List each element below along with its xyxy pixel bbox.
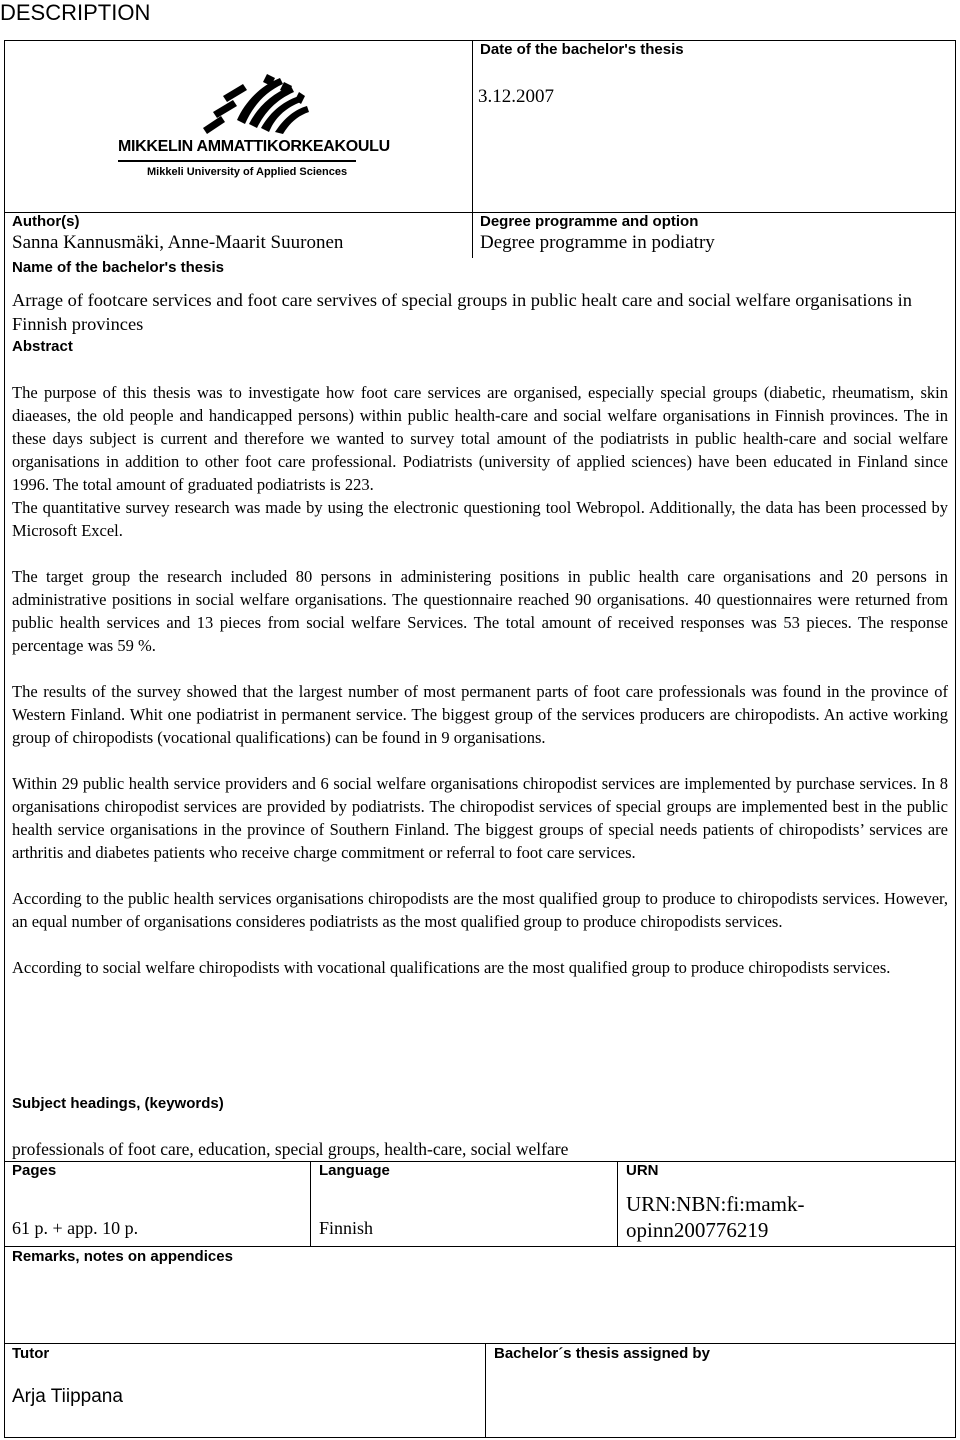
date-value: 3.12.2007 (478, 86, 554, 107)
author-value: Sanna Kannusmäki, Anne-Maarit Suuronen (12, 232, 344, 253)
pages-value: 61 p. + app. 10 p. (12, 1218, 139, 1238)
frame-bottom-border (4, 1437, 956, 1438)
logo-emblem (115, 72, 365, 134)
assigned-label: Bachelor´s thesis assigned by (494, 1345, 710, 1362)
thesis-name-label: Name of the bachelor's thesis (12, 259, 224, 276)
meta-bottom-rule (4, 1246, 956, 1247)
abstract-paragraph: Within 29 public health service providers and 6 social welfare organisations chiropodist services are implemented by purchase services. In 8 organisations chiropodist services are provided by podiatrists. The chiropodist services of special groups are implemented best in the public health service organisations in the province of Southern Finland. The biggest groups of special needs patients of chiropodists’ services are arthritis and diabetes patients who receive charge commitment or referral to foot care services. (12, 774, 948, 862)
abstract-label: Abstract (12, 338, 73, 355)
remarks-label: Remarks, notes on appendices (12, 1248, 233, 1265)
urn-line-2: opinn200776219 (626, 1218, 769, 1242)
degree-value: Degree programme in podiatry (480, 232, 715, 253)
language-label: Language (319, 1162, 390, 1179)
tutor-value: Arja Tiippana (12, 1386, 123, 1407)
tutor-divider (485, 1343, 486, 1438)
page-heading: DESCRIPTION (0, 0, 151, 25)
keywords-label: Subject headings, (keywords) (12, 1095, 224, 1112)
tutor-label: Tutor (12, 1345, 50, 1362)
remarks-bottom-rule (4, 1343, 956, 1344)
keywords-bottom-rule (4, 1161, 956, 1162)
university-logo (115, 72, 390, 184)
urn-line-1: URN:NBN:fi:mamk- (626, 1192, 805, 1216)
urn-value (626, 1191, 805, 1243)
logo-underline (118, 160, 356, 162)
abstract-paragraph: The quantitative survey research was made by using the electronic questioning tool Webropol. Additionally, the data has been processed by Microsoft Excel. (12, 498, 948, 540)
author-degree-divider (472, 212, 473, 258)
pages-label: Pages (12, 1162, 57, 1179)
abstract-paragraph: The target group the research included 80 persons in administering positions in public health care organisations and 20 persons in administrative positions in social welfare organisations. The questionnaire reached 90 organisations. 40 questionnaires were returned from public health services and 13 pieces from social welfare Services. The total amount of received responses was 53 pieces. The response percentage was 59 %. (12, 567, 948, 655)
abstract-paragraph: According to social welfare chiropodists with vocational qualifications are the most qualified group to produce chiropodists services. (12, 958, 891, 977)
urn-label: URN (626, 1162, 659, 1179)
abstract-body (12, 381, 948, 979)
language-urn-divider (617, 1161, 618, 1246)
frame-left-border (4, 40, 5, 1438)
language-value: Finnish (319, 1218, 374, 1238)
abstract-paragraph: According to the public health services organisations chiropodists are the most qualified group to produce to chiropodists services. However, an equal number of organisations consideres podiatrists as the most qualified group to produce chiropodists services. (12, 889, 948, 931)
keywords-value: professionals of foot care, education, special groups, health-care, social welfare (12, 1139, 569, 1159)
author-label: Author(s) (12, 213, 80, 230)
thesis-name-value: Arrage of footcare services and foot care servives of special groups in public healt care and social welfare organisations in Finnish provinces (12, 290, 912, 334)
frame-right-border (955, 40, 956, 1438)
abstract-paragraph: The results of the survey showed that the largest number of most permanent parts of foot care professionals was found in the province of Western Finland. Whit one podiatrist in permanent service. The biggest group of the services producers are chiropodists. An active working group of chiropodists (vocational qualifications) can be found in 9 organisations. (12, 682, 948, 747)
logo-name: MIKKELIN AMMATTIKORKEAKOULU (118, 138, 390, 155)
abstract-paragraph: The purpose of this thesis was to investigate how foot care services are organised, especially special groups (diabetic, rheumatism, skin diaeases, the old people and handicapped persons) within public health-care and social welfare organisations in Finnish provinces. The in these days subject is current and therefore we wanted to survey total amount of the podiatrists in public health-care and social welfare organisations in addition to other foot care professional. Podiatrists (university of applied sciences) have been educated in Finland since 1996. The total amount of graduated podiatrists is 223. (12, 383, 948, 494)
logo-subtitle: Mikkeli University of Applied Sciences (147, 166, 348, 178)
pages-language-divider (310, 1161, 311, 1246)
degree-label: Degree programme and option (480, 213, 699, 230)
header-divider (472, 40, 473, 212)
date-label: Date of the bachelor's thesis (480, 41, 684, 58)
